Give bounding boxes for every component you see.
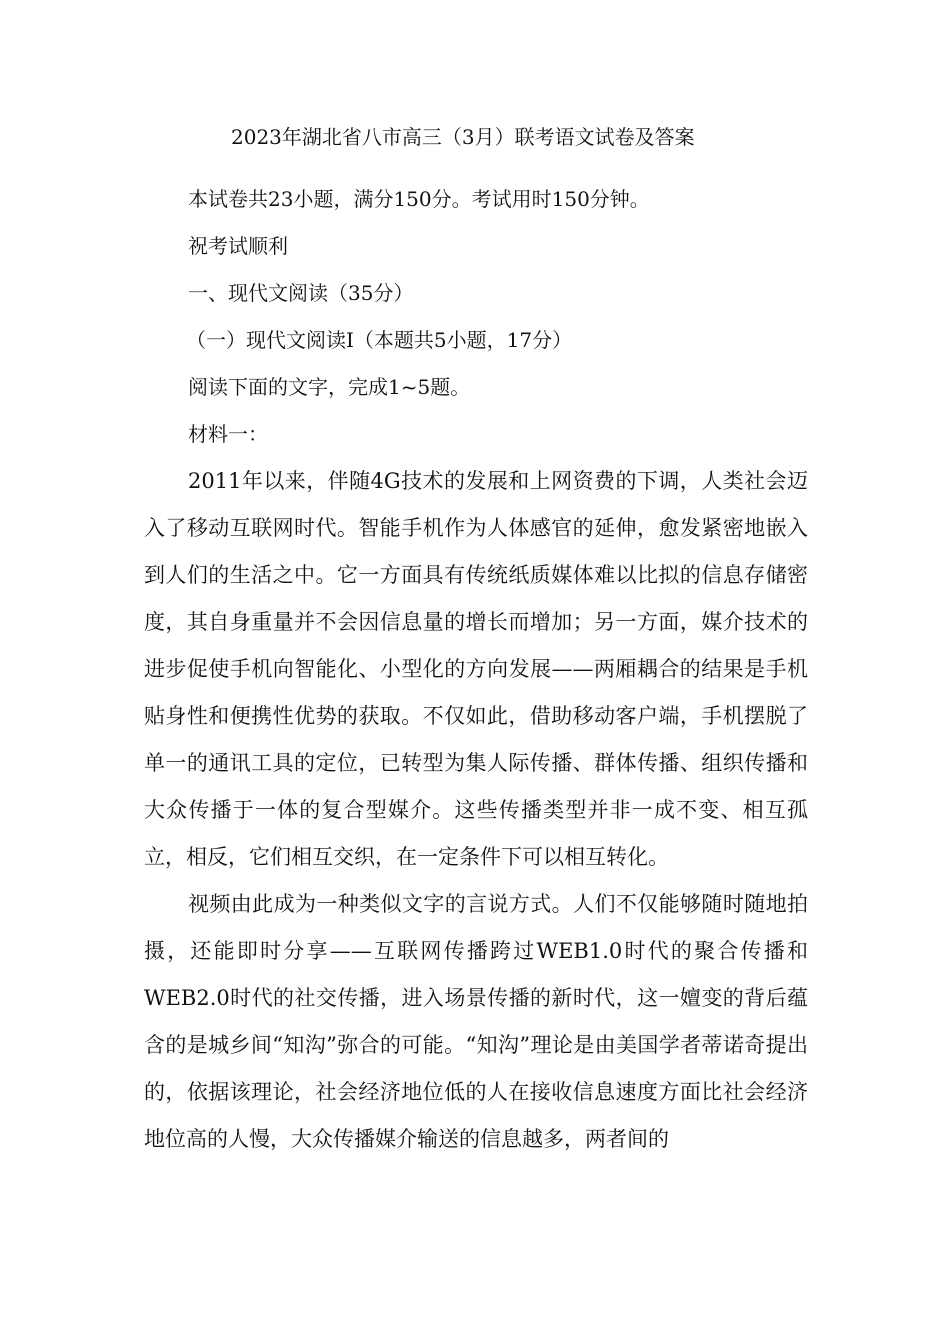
paragraph-1: 2011年以来，伴随4G技术的发展和上网资费的下调，人类社会迈入了移动互联网时代。智能手机作为人体感官的延伸，愈发紧密地嵌入到人们的生活之中。它一方面具有传统纸质媒体难以比拟的信息存储密度，其自身重量并不会因信息量的增长而增加；另一方面，媒介技术的进步促使手机向智能化、小型化的方向发展——两厢耦合的结果是手机贴身性和便携性优势的获取。不仅如此，借助移动客户端，手机摆脱了单一的通讯工具的定位，已转型为集人际传播、群体传播、组织传播和大众传播于一体的复合型媒介。这些传播类型并非一成不变、相互孤立，相反，它们相互交织，在一定条件下可以相互转化。 (144, 469, 808, 869)
paragraph-2: 视频由此成为一种类似文字的言说方式。人们不仅能够随时随地拍摄，还能即时分享——互联网传播跨过WEB1.0时代的聚合传播和WEB2.0时代的社交传播，进入场景传播的新时代，这一嬗变的背后蕴含的是城乡间“知沟”弥合的可能。“知沟”理论是由美国学者蒂诺奇提出的，依据该理论，社会经济地位低的人在接收信息速度方面比社会经济地位高的人慢，大众传播媒介输送的信息越多，两者间的 (144, 892, 808, 1151)
material-body (144, 458, 808, 1163)
reading-instruction: 阅读下面的文字，完成1~5题。 (188, 375, 471, 399)
material-label: 材料一： (188, 422, 268, 446)
exam-wish: 祝考试顺利 (188, 234, 288, 258)
subsection-heading: （一）现代文阅读Ⅰ（本题共5小题，17分） (186, 328, 573, 352)
document-page (144, 116, 808, 1163)
section-heading: 一、现代文阅读（35分） (188, 281, 414, 305)
document-title: 2023年湖北省八市高三（3月）联考语文试卷及答案 (231, 125, 695, 149)
exam-intro: 本试卷共23小题，满分150分。考试用时150分钟。 (188, 187, 650, 211)
